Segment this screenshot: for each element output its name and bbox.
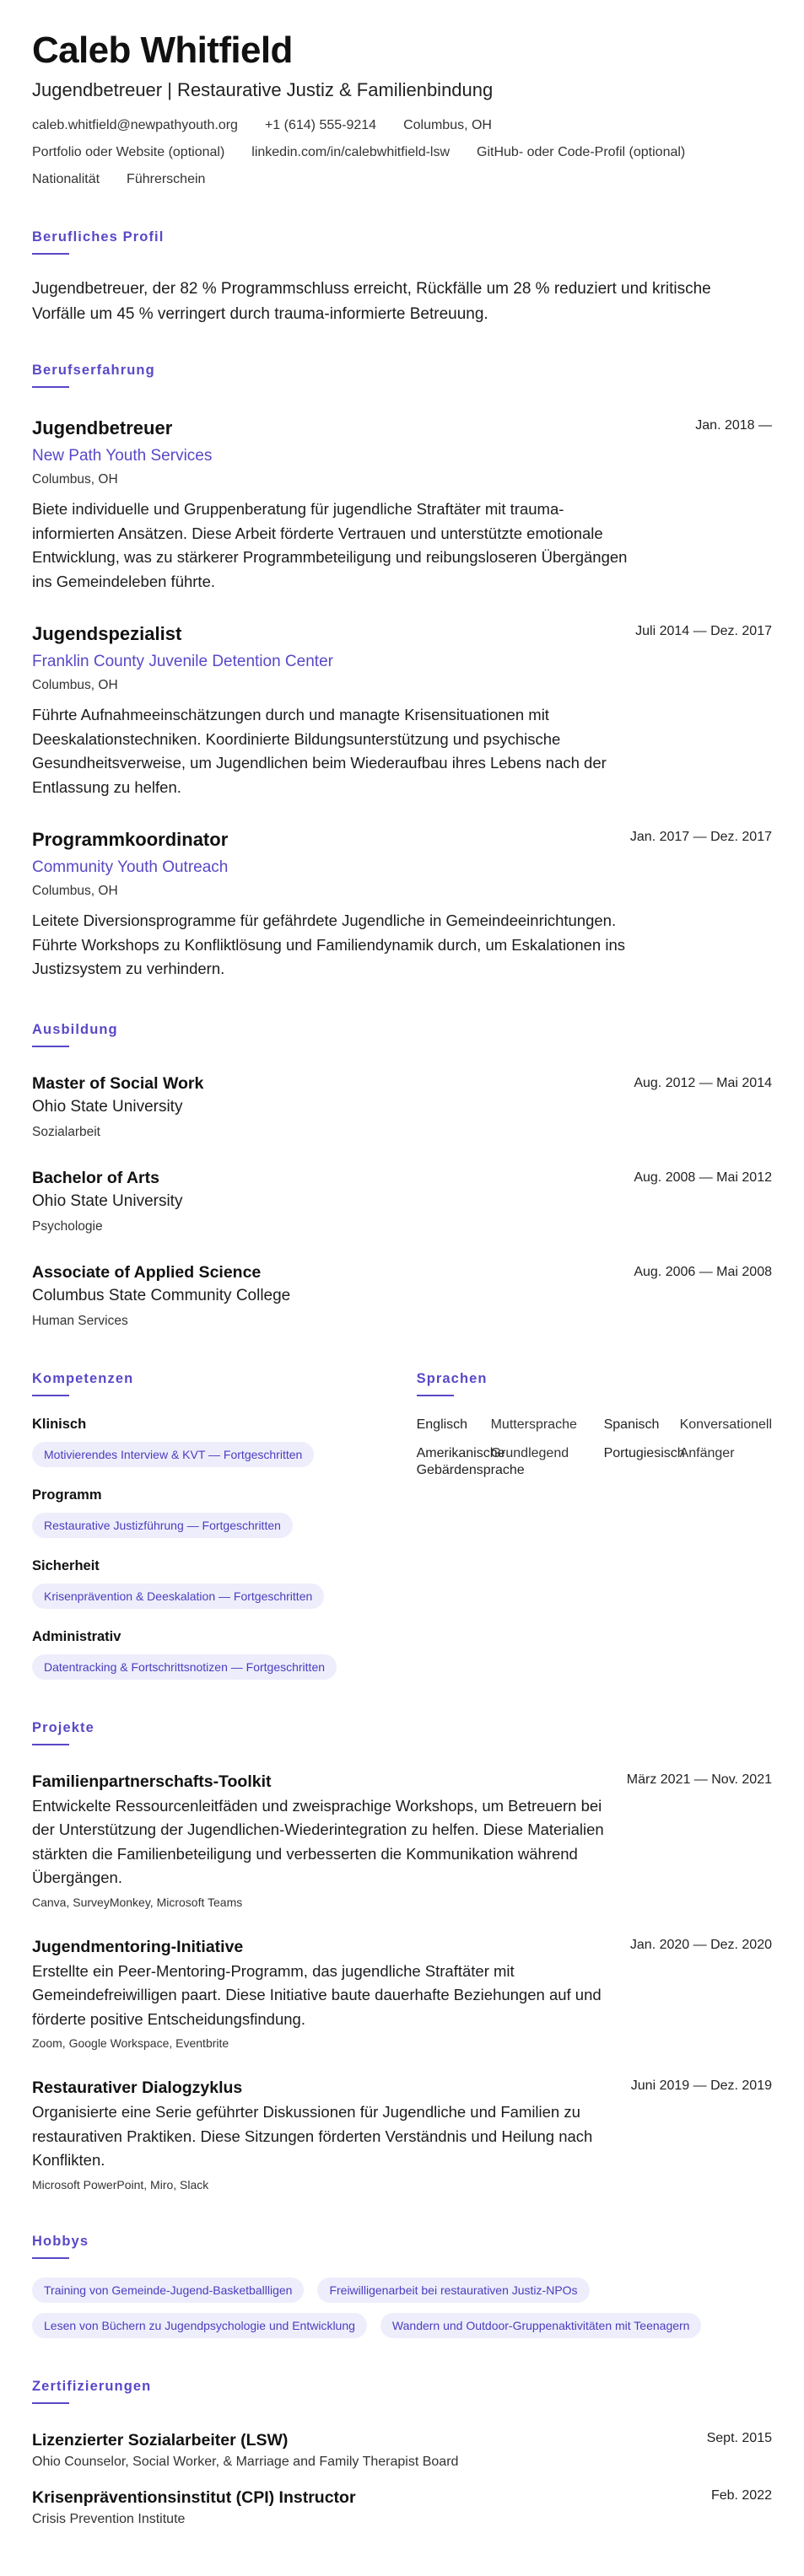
section-title: Sprachen <box>416 1370 488 1386</box>
portfolio-link[interactable]: Portfolio oder Website (optional) <box>32 145 225 159</box>
section-title: Projekte <box>32 1719 94 1735</box>
candidate-name: Caleb Whitfield <box>32 30 293 71</box>
section-divider <box>32 253 69 255</box>
skill-category: Programm <box>32 1487 102 1503</box>
project-tools: Canva, SurveyMonkey, Microsoft Teams <box>32 1895 243 1909</box>
skill-chip: Datentracking & Fortschrittsnotizen — Fortgeschritten <box>32 1654 337 1680</box>
job-location: Columbus, OH <box>32 678 118 692</box>
section-title: Kompetenzen <box>32 1370 134 1386</box>
language-name: Spanisch <box>603 1417 660 1432</box>
section-divider <box>32 2402 69 2404</box>
project-tools: Zoom, Google Workspace, Eventbrite <box>32 2036 229 2050</box>
job-dates: Jan. 2018 — <box>695 418 772 433</box>
section-divider <box>32 1744 69 1745</box>
school: Columbus State Community College <box>32 1286 291 1304</box>
hobby-chip: Freiwilligenarbeit bei restaurativen Justiz-NPOs <box>317 2278 589 2303</box>
project-title: Familienpartnerschafts-Toolkit <box>32 1772 272 1791</box>
skill-chip: Motivierendes Interview & KVT — Fortgeschritten <box>32 1442 314 1467</box>
job-title: Jugendbetreuer <box>32 417 173 438</box>
job-title: Programmkoordinator <box>32 829 229 850</box>
projects-section <box>32 1718 772 2193</box>
job-title: Jugendspezialist <box>32 623 182 644</box>
job-description: Biete individuelle und Gruppenberatung für jugendliche Straftäter mit trauma-informierten Ansätzen. Diese Arbeit förderte Vertrauen und unterstützte emotionale Entwicklung, was zu stärkerer Programmbeteiligung und reibungsloseren Übergängen ins Gemeindeleben führte. <box>32 500 628 590</box>
job-company: New Path Youth Services <box>32 447 213 465</box>
school: Ohio State University <box>32 1191 183 1210</box>
project-dates: Juni 2019 — Dez. 2019 <box>630 2079 772 2093</box>
job-dates: Jan. 2017 — Dez. 2017 <box>629 830 772 844</box>
profile-section <box>32 228 772 327</box>
project-dates: Jan. 2020 — Dez. 2020 <box>629 1937 772 1952</box>
section-divider <box>32 2257 69 2259</box>
headline: Jugendbetreuer | Restaurative Justiz & Familienbindung <box>32 79 494 100</box>
license-text: Führerschein <box>127 172 206 186</box>
education-dates: Aug. 2008 — Mai 2012 <box>634 1170 772 1185</box>
skill-category: Administrativ <box>32 1628 121 1644</box>
education-entry <box>32 1261 772 1331</box>
degree: Associate of Applied Science <box>32 1262 262 1282</box>
certification-entry <box>32 2487 772 2529</box>
project-description: Organisierte eine Serie geführter Diskussionen für Jugendliche und Familien zu restaurativen Praktiken. Diese Sitzungen förderten Verständnis und Heilung nach Konflikten. <box>32 2103 593 2169</box>
project-description: Entwickelte Ressourcenleitfäden und zweisprachige Workshops, um Betreuern bei der Unterstützung der Jugendlichen-Wiederintegration zu helfen. Diese Materialien stärkten die Familienbeteiligung und verbesserten die Kommunikation während Übergängen. <box>32 1796 604 1886</box>
education-entry <box>32 1073 772 1142</box>
project-title: Restaurativer Dialogzyklus <box>32 2079 243 2097</box>
section-divider <box>32 1046 69 1047</box>
skill-chip: Restaurative Justizführung — Fortgeschritten <box>32 1513 293 1538</box>
section-divider <box>32 1395 69 1396</box>
nationality-text: Nationalität <box>32 172 100 186</box>
skill-category: Klinisch <box>32 1416 87 1432</box>
profile-summary: Jugendbetreuer, der 82 % Programmschluss erreicht, Rückfälle um 28 % reduziert und kritische Vorfälle um 45 % verringert durch trauma-informierte Betreuung. <box>32 280 711 323</box>
job-entry <box>32 828 772 981</box>
languages-section <box>417 1369 772 1680</box>
language-level: Muttersprache <box>490 1417 577 1432</box>
links-row <box>32 143 772 162</box>
field-of-study: Human Services <box>32 1313 128 1328</box>
languages-grid <box>417 1417 772 1479</box>
certification-issuer: Ohio Counselor, Social Worker, & Marriage and Family Therapist Board <box>32 2454 459 2469</box>
field-of-study: Sozialarbeit <box>32 1124 100 1139</box>
certification-issuer: Crisis Prevention Institute <box>32 2511 186 2526</box>
phone-link[interactable]: +1 (614) 555-9214 <box>264 118 377 132</box>
job-location: Columbus, OH <box>32 884 118 898</box>
project-entry <box>32 1771 772 1911</box>
education-dates: Aug. 2012 — Mai 2014 <box>634 1075 772 1090</box>
section-divider <box>32 386 69 388</box>
job-location: Columbus, OH <box>32 472 118 487</box>
section-divider <box>417 1395 454 1396</box>
skills-section <box>32 1369 417 1680</box>
education-section <box>32 1020 772 1331</box>
language-name: Portugiesisch <box>603 1445 685 1460</box>
project-entry <box>32 2077 772 2193</box>
email-link[interactable]: caleb.whitfield@newpathyouth.org <box>32 118 238 132</box>
github-link[interactable]: GitHub- oder Code-Profil (optional) <box>477 145 686 159</box>
hobby-chip: Training von Gemeinde-Jugend-Basketballligen <box>32 2278 304 2303</box>
hobby-chip: Wandern und Outdoor-Gruppenaktivitäten mit Teenagern <box>380 2313 702 2338</box>
project-title: Jugendmentoring-Initiative <box>32 1937 244 1956</box>
project-dates: März 2021 — Nov. 2021 <box>626 1772 772 1787</box>
job-company: Community Youth Outreach <box>32 858 229 876</box>
section-title: Berufserfahrung <box>32 363 155 378</box>
job-description: Leitete Diversionsprogramme für gefährdete Jugendliche in Gemeindeeinrichtungen. Führte Workshops zu Konfliktlösung und Familiendynamik durch, um Eskalationen ins Justizsystem zu verhindern. <box>32 912 625 977</box>
hobby-chip: Lesen von Büchern zu Jugendpsychologie und Entwicklung <box>32 2313 367 2338</box>
location-text: Columbus, OH <box>403 118 492 132</box>
education-entry <box>32 1167 772 1236</box>
project-description: Erstellte ein Peer-Mentoring-Programm, das jugendliche Straftäter mit Gemeindefreiwilligen paart. Diese Initiative baute dauerhafte Beziehungen auf und förderte positive Entscheidungsfindung. <box>32 1961 602 2028</box>
skill-category: Sicherheit <box>32 1557 100 1573</box>
language-name: Amerikanische Gebärdensprache <box>416 1445 525 1477</box>
job-dates: Juli 2014 — Dez. 2017 <box>635 624 772 638</box>
language-level: Grundlegend <box>490 1445 569 1460</box>
skills-languages-row <box>32 1369 772 1680</box>
section-title: Hobbys <box>32 2233 89 2249</box>
section-title: Berufliches Profil <box>32 229 165 245</box>
certification-date: Feb. 2022 <box>710 2487 772 2503</box>
section-title: Zertifizierungen <box>32 2378 152 2394</box>
job-entry <box>32 417 772 594</box>
language-level: Konversationell <box>679 1417 772 1432</box>
certification-entry <box>32 2429 772 2471</box>
job-description: Führte Aufnahmeeinschätzungen durch und managte Krisensituationen mit Deeskalationstechniken. Koordinierte Bildungsunterstützung und psychische Gesundheitsverweise, um Jugendlichen beim Wiederaufbau ihres Lebens nach der Entlassung zu helfen. <box>32 706 607 796</box>
project-tools: Microsoft PowerPoint, Miro, Slack <box>32 2177 209 2191</box>
field-of-study: Psychologie <box>32 1218 103 1234</box>
degree: Bachelor of Arts <box>32 1168 159 1187</box>
skill-chip: Krisenprävention & Deeskalation — Fortgeschritten <box>32 1584 324 1609</box>
linkedin-link[interactable]: linkedin.com/in/calebwhitfield-lsw <box>251 145 451 159</box>
hobbies-section <box>32 2232 772 2338</box>
hobby-chips <box>32 2278 772 2338</box>
school: Ohio State University <box>32 1097 183 1116</box>
certification-name: Krisenpräventionsinstitut (CPI) Instructor <box>32 2487 356 2507</box>
project-entry <box>32 1936 772 2052</box>
language-level: Anfänger <box>679 1445 735 1460</box>
experience-section <box>32 361 772 981</box>
language-name: Englisch <box>416 1417 468 1432</box>
certification-name: Lizenzierter Sozialarbeiter (LSW) <box>32 2430 289 2450</box>
personal-row <box>32 170 772 189</box>
certifications-section <box>32 2377 772 2529</box>
certification-date: Sept. 2015 <box>706 2430 772 2445</box>
contact-row <box>32 116 772 135</box>
section-title: Ausbildung <box>32 1021 118 1037</box>
degree: Master of Social Work <box>32 1073 204 1093</box>
job-company: Franklin County Juvenile Detention Center <box>32 653 333 670</box>
job-entry <box>32 622 772 799</box>
education-dates: Aug. 2006 — Mai 2008 <box>634 1264 772 1279</box>
